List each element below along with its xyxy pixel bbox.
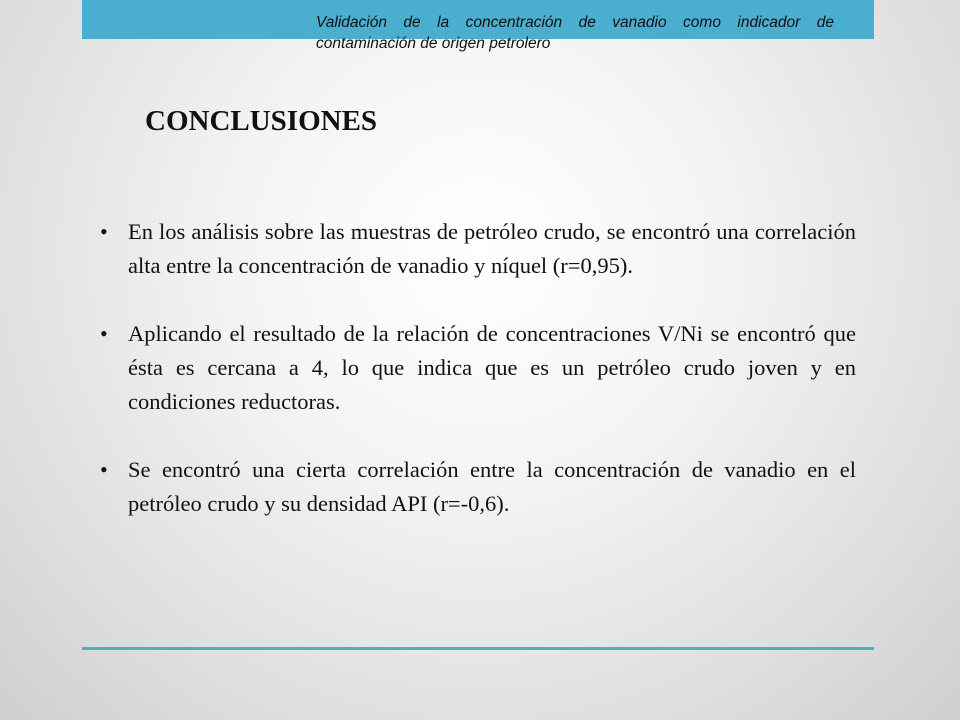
- bullet-text: Se encontró una cierta correlación entre la concentración de vanadio en el petróleo crudo y su densidad API (r=-0,6).: [128, 457, 856, 516]
- conclusions-list: [100, 215, 856, 555]
- footer-divider: [82, 647, 874, 650]
- bullet-icon: •: [100, 219, 108, 244]
- list-item: [100, 215, 856, 283]
- bullet-text: En los análisis sobre las muestras de petróleo crudo, se encontró una correlación alta entre la concentración de vanadio y níquel (r=0,95).: [128, 219, 856, 278]
- bullet-icon: •: [100, 321, 108, 346]
- running-title: Validación de la concentración de vanadio como indicador de contaminación de origen petrolero: [316, 14, 834, 52]
- page-title: CONCLUSIONES: [145, 105, 378, 137]
- list-item: [100, 317, 856, 419]
- bullet-text: Aplicando el resultado de la relación de concentraciones V/Ni se encontró que ésta es cercana a 4, lo que indica que es un petróleo crudo joven y en condiciones reductoras.: [128, 321, 856, 414]
- bullet-icon: •: [100, 457, 108, 482]
- list-item: [100, 453, 856, 521]
